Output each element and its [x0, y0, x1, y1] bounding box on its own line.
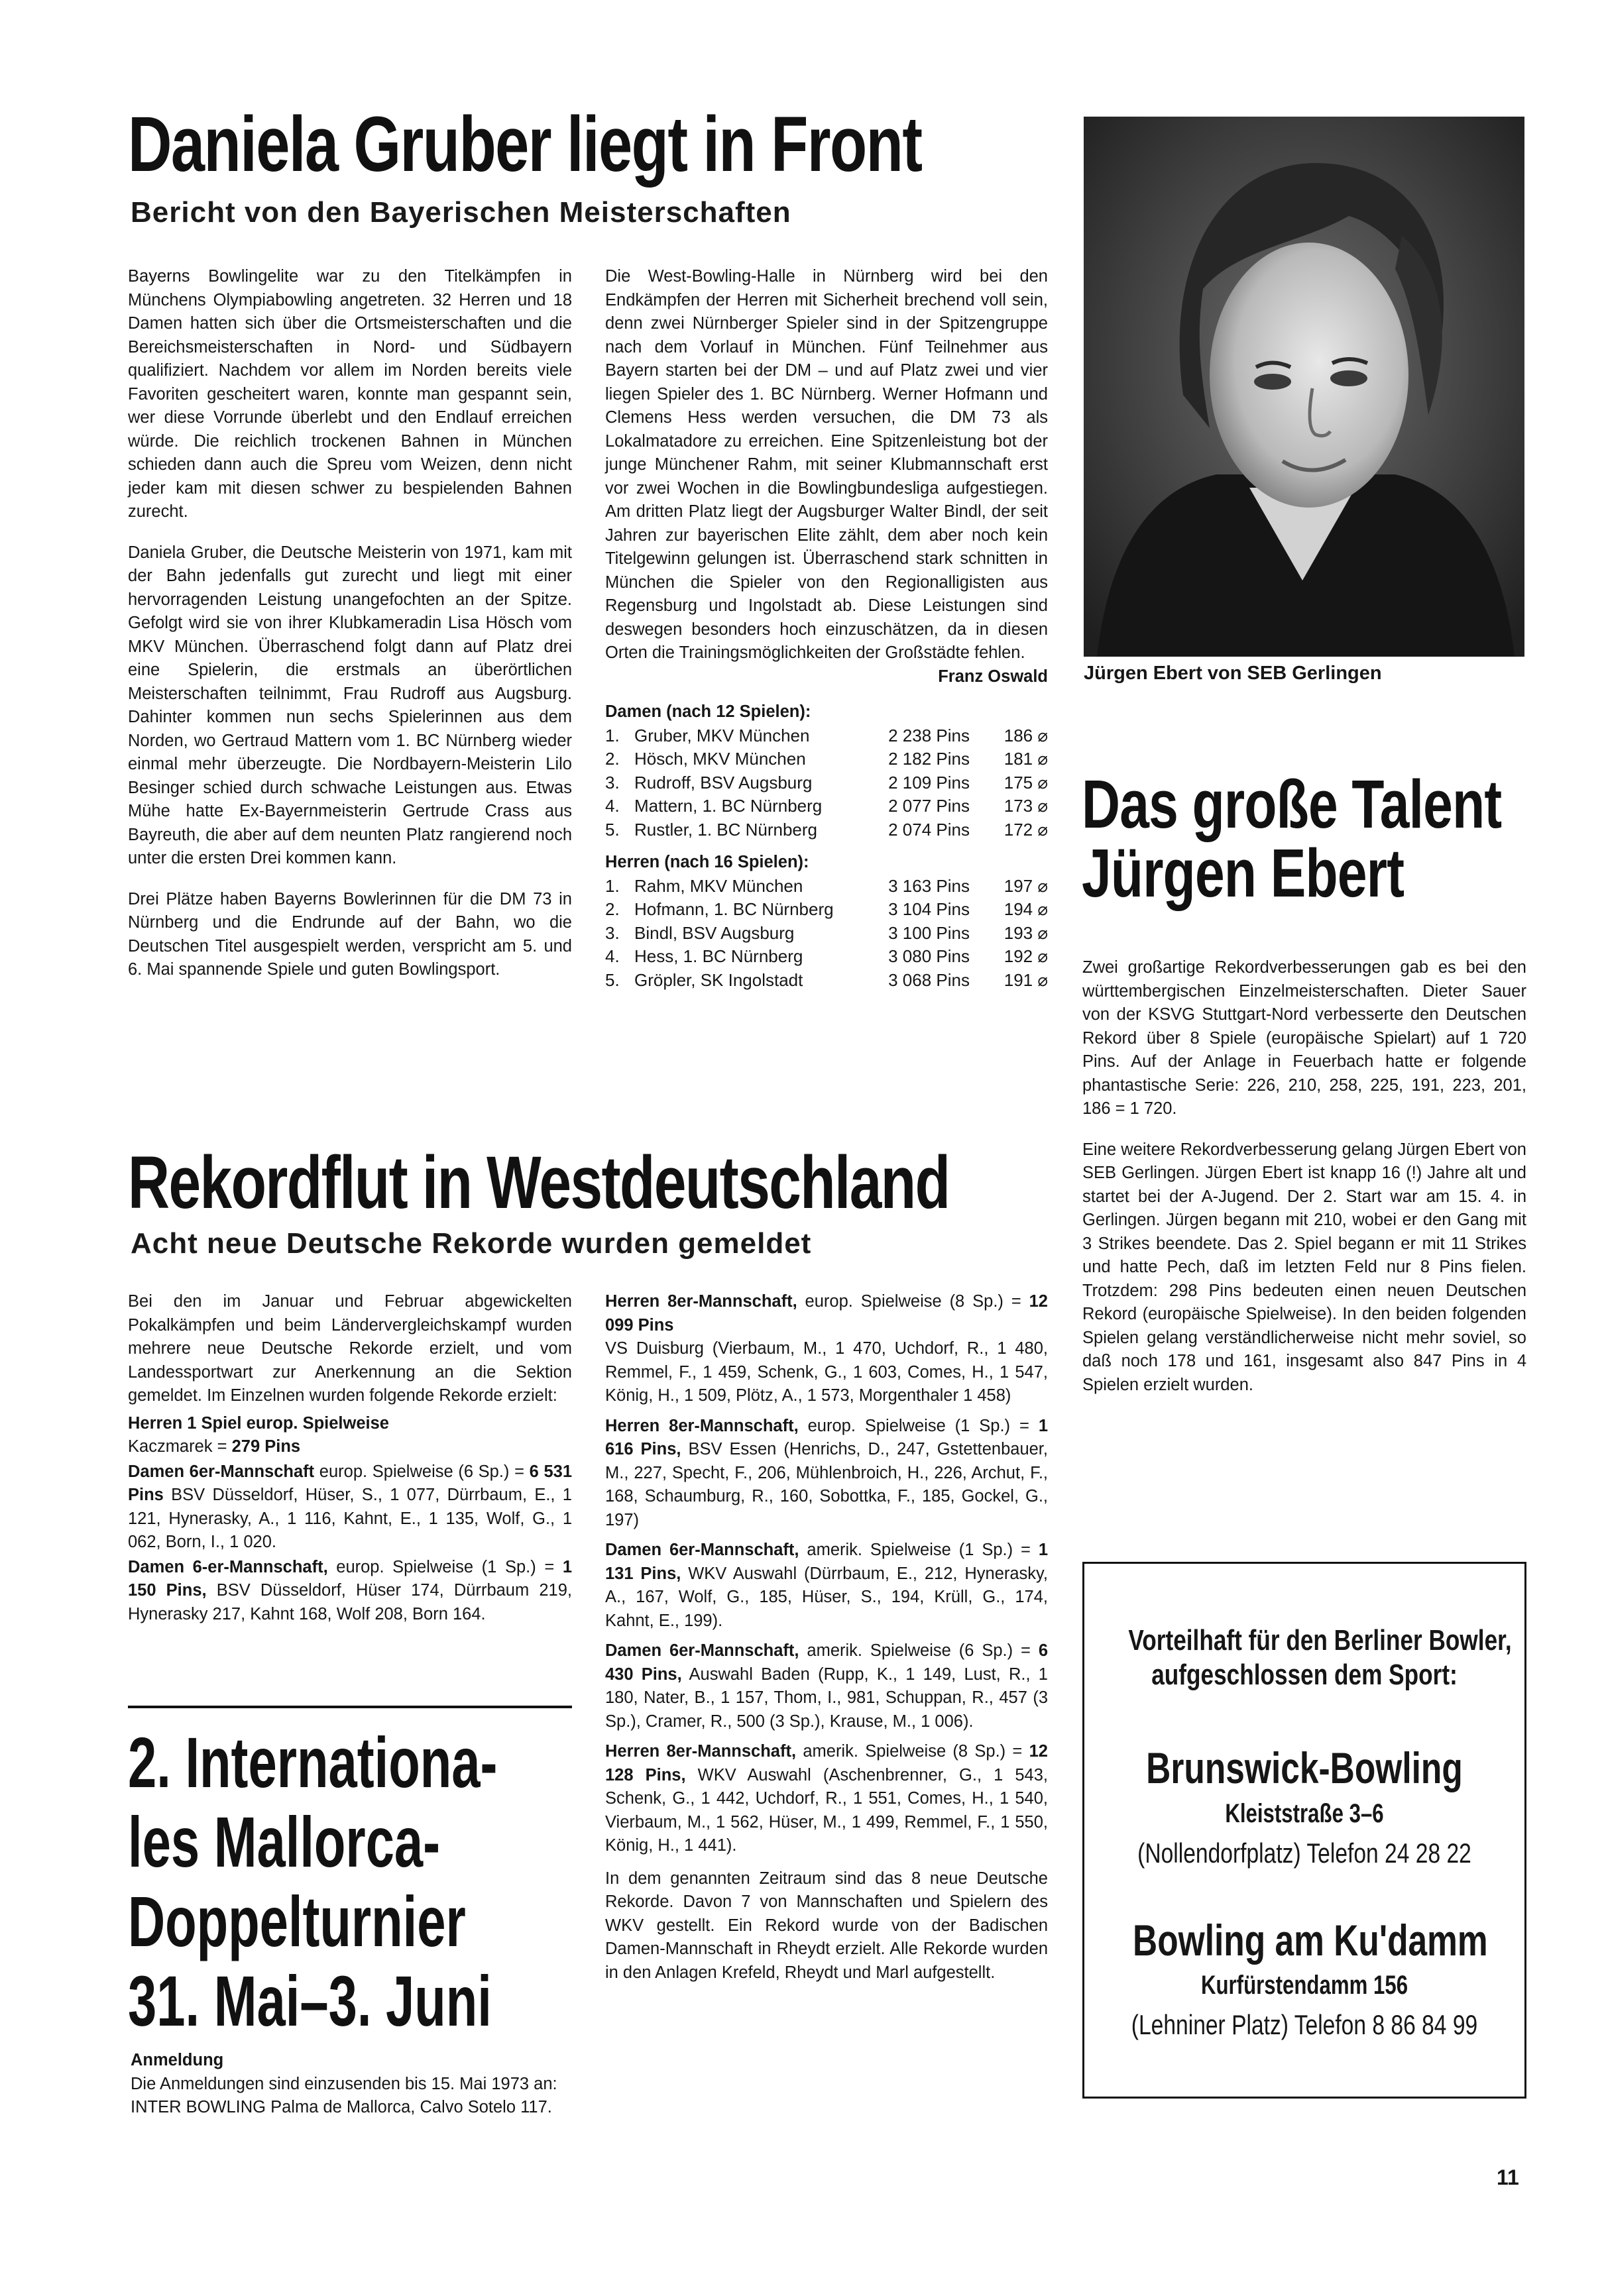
result-pins: 2 074 Pins	[888, 819, 970, 840]
anmeldung-block	[131, 2049, 572, 2120]
record-mode: europ. Spielweise (1 Sp.) =	[327, 1557, 563, 1576]
result-row	[605, 945, 1048, 969]
record-score: 1 131 Pins,	[605, 1541, 1048, 1583]
ad-tagline-line: Vorteilhaft für den Berliner Bowler,	[1128, 1624, 1512, 1657]
record-details: BSV Düsseldorf, Hüser 174, Dürrbaum 219, Hynerasky 217, Kahnt 168, Wolf 208, Born 164.	[128, 1581, 572, 1623]
result-pins: 3 104 Pins	[888, 899, 970, 919]
record-details: VS Duisburg (Vierbaum, M., 1 470, Uchdorf, R., 1 480, Remmel, F., 1 459, Schenk, G., 1 603, Comes, H., 1 547, König, H., 1 509, Plötz, A., 1 573, Morgenthaler 1 458)	[605, 1339, 1048, 1405]
result-row	[605, 747, 1048, 771]
record-category: Damen 6er-Mannschaft,	[605, 1541, 799, 1559]
record-entry	[128, 1412, 572, 1459]
result-name: Rahm, MKV München	[634, 875, 803, 896]
section-divider	[128, 1706, 572, 1708]
record-entry	[605, 1639, 1048, 1733]
result-name: Bindl, BSV Augsburg	[634, 922, 795, 943]
result-rank: 2.	[605, 749, 620, 769]
anmeldung-label: Anmeldung	[131, 2051, 224, 2069]
result-name: Gruber, MKV München	[634, 725, 810, 745]
record-category: Damen 6er-Mannschaft,	[605, 1641, 799, 1660]
result-average: 197 ⌀	[1003, 875, 1048, 896]
result-name: Rudroff, BSV Augsburg	[634, 772, 813, 793]
record-score: 6 531 Pins	[128, 1462, 573, 1504]
ad-venue2-info: (Lehniner Platz) Telefon 8 86 84 99	[1131, 2009, 1478, 2040]
article3-closing: In dem genannten Zeitraum sind das 8 neue Deutsche Rekorde. Davon 7 von Mannschaften und Spielern des WKV gestellt. Ein Rekord wurde von der Badischen Damen-Mannschaft in Rheydt erzielt. Alle Rekorde wurden in den Anlagen Krefeld, Rheydt und Marl aufgestellt.	[605, 1869, 1048, 1982]
result-average: 186 ⌀	[1003, 725, 1048, 745]
record-score: 6 430 Pins,	[605, 1641, 1048, 1684]
record-score: 279 Pins	[231, 1437, 301, 1456]
headline-rekordflut: Rekordflut in Westdeutschland	[128, 1141, 950, 1224]
result-pins: 3 163 Pins	[888, 875, 970, 896]
record-category: Herren 8er-Mannschaft,	[605, 1416, 799, 1435]
subheadline-acht-neue-rekorde: Acht neue Deutsche Rekorde wurden gemeldet	[131, 1227, 812, 1260]
result-pins: 3 100 Pins	[888, 922, 970, 943]
result-rank: 2.	[605, 899, 620, 919]
ad-tagline	[1128, 1623, 1512, 1692]
portrait-photo-juergen-ebert	[1084, 117, 1524, 657]
article1-paragraph: Bayerns Bowlingelite war zu den Titelkämpfen in Münchens Olympiabowling angetreten. 32 Herren und 18 Damen hatten sich über die Ortsmeisterschaften und die Bereichsmeisterschaften in Nord- und Südbayern qualifiziert. Nachdem vor allem im Norden bereits viele Favoriten gescheitert waren, konnte man gespannt sein, wer diese Vorrunde überlebt und den Endlauf erreichen würde. Die reichlich trockenen Bahnen in München schieden dann auch die Spreu vom Weizen, denn nicht jeder kam mit diesen schwer zu bespielenden Bahnen zurecht.	[128, 267, 572, 521]
result-rank: 3.	[605, 922, 620, 943]
record-mode: europ. Spielweise (8 Sp.) =	[797, 1292, 1029, 1311]
herren-results-title: Herren (nach 16 Spielen):	[605, 853, 809, 871]
result-pins: 3 080 Pins	[888, 946, 970, 966]
ad-venue2-street: Kurfürstendamm 156	[1200, 1971, 1408, 2000]
page-number: 11	[1497, 2165, 1519, 2189]
headline-das-grosse-talent	[1082, 766, 1502, 911]
result-name: Hofmann, 1. BC Nürnberg	[634, 899, 834, 919]
result-row	[605, 898, 1048, 922]
result-average: 173 ⌀	[1003, 796, 1048, 816]
result-rank: 5.	[605, 819, 620, 840]
record-entry	[605, 1740, 1048, 1858]
headline-line: 31. Mai–3. Juni	[128, 1961, 492, 2041]
result-row	[605, 818, 1048, 842]
record-score: 1 616 Pins,	[605, 1416, 1048, 1458]
record-mode: amerik. Spielweise (8 Sp.) =	[796, 1742, 1029, 1761]
subheadline-bayerische-meisterschaften: Bericht von den Bayerischen Meisterschaften	[131, 196, 791, 229]
result-average: 192 ⌀	[1003, 946, 1048, 966]
portrait-image	[1084, 117, 1524, 657]
record-category: Damen 6-er-Mannschaft,	[128, 1557, 328, 1576]
result-rank: 5.	[605, 969, 620, 990]
result-rank: 1.	[605, 875, 620, 896]
photo-caption: Jürgen Ebert von SEB Gerlingen	[1084, 663, 1382, 684]
record-mode: europ. Spielweise (1 Sp.) =	[798, 1416, 1039, 1435]
result-rank: 4.	[605, 946, 620, 966]
result-row	[605, 922, 1048, 946]
result-average: 172 ⌀	[1003, 819, 1048, 840]
result-row	[605, 771, 1048, 795]
result-name: Gröpler, SK Ingolstadt	[634, 969, 803, 990]
headline-line: Jürgen Ebert	[1082, 835, 1404, 911]
ad-venue2-name: Bowling am Ku'damm	[1133, 1916, 1488, 1965]
ad-venue1-name: Brunswick-Bowling	[1146, 1743, 1463, 1792]
article1-paragraph: Drei Plätze haben Bayerns Bowlerinnen für die DM 73 in Nürnberg und die Endrunde auf der Bahn, wo die Deutschen Titel ausgespielt werden, verspricht am 5. und 6. Mai spannende Spiele und guten Bowlingsport.	[128, 889, 572, 979]
record-entry	[605, 1415, 1048, 1533]
record-details: WKV Auswahl (Aschenbrenner, G., 1 543, Schenk, G., 1 442, Uchdorf, R., 1 551, Comes, H., 1 540, Vierbaum, M., 1 562, Hüser, M., 1 499, Remmel, F., 1 550, König, H., 1 441).	[605, 1765, 1048, 1855]
article1-column1	[128, 265, 572, 999]
record-mode: europ. Spielweise (6 Sp.) =	[314, 1462, 530, 1481]
record-details: WKV Auswahl (Dürrbaum, E., 212, Hynerasky, A., 167, Wolf, G., 185, Hüser, S., 194, Krüll, G., 174, Kahnt, E., 199).	[605, 1564, 1049, 1630]
result-rank: 4.	[605, 796, 620, 816]
article3-column1	[128, 1290, 572, 1627]
damen-results-title: Damen (nach 12 Spielen):	[605, 702, 811, 721]
result-average: 181 ⌀	[1003, 749, 1048, 769]
result-row	[605, 724, 1048, 748]
herren-results-table	[605, 875, 1048, 993]
result-row	[605, 875, 1048, 899]
result-name: Mattern, 1. BC Nürnberg	[634, 796, 823, 816]
record-score: 12 099 Pins	[605, 1292, 1048, 1335]
result-pins: 2 109 Pins	[888, 772, 970, 793]
record-score: 1 150 Pins,	[128, 1557, 572, 1600]
article3-intro: Bei den im Januar und Februar abgewickelten Pokalkämpfen und beim Ländervergleichskampf wurden mehrere neue Deutsche Rekorde erzielt, und vom Landessportwart zur Anerkennung an die Sektion gemeldet. Im Einzelnen wurden folgende Rekorde erzielt:	[128, 1292, 572, 1405]
author-signature: Franz Oswald	[938, 667, 1048, 686]
records-list-col2	[605, 1290, 1048, 1858]
ad-tagline-line: aufgeschlossen dem Sport:	[1151, 1659, 1458, 1691]
record-player: Kaczmarek =	[128, 1437, 232, 1456]
result-average: 194 ⌀	[1003, 899, 1048, 919]
result-average: 191 ⌀	[1003, 969, 1048, 990]
anmeldung-text: Die Anmeldungen sind einzusenden bis 15. Mai 1973 an: INTER BOWLING Palma de Mallorca, Calvo Sotelo 117.	[131, 2074, 557, 2116]
headline-line: Das große Talent	[1082, 766, 1502, 842]
headline-daniela-gruber: Daniela Gruber liegt in Front	[128, 101, 922, 188]
record-entry	[605, 1539, 1048, 1633]
result-name: Hess, 1. BC Nürnberg	[634, 946, 803, 966]
article1-paragraph: Daniela Gruber, die Deutsche Meisterin von 1971, kam mit der Bahn jedenfalls gut zurecht und liegt mit einer hervorragenden Leistung unangefochten an der Spitze. Gefolgt wird sie von ihrer Klubkameradin Lisa Hösch vom MKV München. Überraschend folgt dann auf Platz drei eine Spielerin, die erstmals an überörtlichen Meisterschaften teilnimmt, Frau Rudroff aus Augsburg. Dahinter kommen nun sechs Spielerinnen aus dem Norden, wo Gertraud Mattern vom 1. BC Nürnberg wieder einmal mehr überzeugte. Die Nordbayern-Meisterin Lilo Besinger schied durch schwache Leistungen aus. Etwas Mühe hatte Ex-Bayernmeisterin Gertrude Crass aus Bayreuth, die aber auf dem neunten Platz rangierend noch unter die ersten Drei kommen kann.	[128, 543, 572, 867]
result-pins: 2 238 Pins	[888, 725, 970, 745]
advertisement-berlin-bowling	[1082, 1562, 1526, 2099]
article2-paragraph: Eine weitere Rekordverbesserung gelang Jürgen Ebert von SEB Gerlingen. Jürgen Ebert ist knapp 16 (!) Jahre alt und startet bei der A-Jugend. Der 2. Start war am 15. 4. in Gerlingen. Jürgen begann mit 210, wobei er den Gang mit 3 Strikes beendete. Das 2. Spiel begann er mit 11 Strikes und hatte Pech, daß im letzten Feld nur 8 Pins fielen. Trotzdem: 298 Pins bedeuten einen neuen Deutschen Rekord (europäische Spielweise). In den beiden folgenden Spielen gelang verständlicherweise nicht mehr soviel, so daß noch 178 und 161, insgesamt also 847 Pins in 4 Spielen erzielt wurden.	[1082, 1140, 1526, 1394]
article2-body	[1082, 956, 1526, 1414]
record-details: BSV Düsseldorf, Hüser, S., 1 077, Dürrbaum, E., 1 121, Hynerasky, A., 1 116, Kahnt, E., 1 135, Wolf, G., 1 062, Born, I., 1 020.	[128, 1486, 572, 1551]
record-details: BSV Essen (Henrichs, D., 247, Gstettenbauer, M., 227, Specht, F., 206, Mühlenbroich, H., 226, Archut, F., 168, Schaumburg, R., 160, Sobottka, F., 185, Gockel, G., 197)	[605, 1440, 1048, 1529]
result-pins: 2 077 Pins	[888, 796, 970, 816]
article1-paragraph: Die West-Bowling-Halle in Nürnberg wird bei den Endkämpfen der Herren mit Sicherheit brechend voll sein, denn zwei Nürnberger Spieler sind in der Spitzengruppe nach dem Vorlauf in München. Fünf Teilnehmer aus Bayern starten bei der DM – und auf Platz zwei und vier liegen Spieler des 1. BC Nürnberg. Werner Hofmann und Clemens Hess werden versuchen, die DM 73 als Lokalmatadore zu erreichen. Eine Spitzenleistung bot der junge Münchener Rahm, mit seiner Klubmannschaft erst vor zwei Wochen in die Bowlingbundesliga aufgestiegen. Am dritten Platz liegt der Augsburger Walter Bindl, der seit Jahren zur bayerischen Elite zählt, dem aber noch kein Titelgewinn gelungen ist. Überraschend stark schnitten in München die Spieler von den Regionalligisten aus Regensburg und Ingolstadt ab. Diese Leistungen sind deswegen besonders hoch einzuschätzen, da in diesen Orten die Trainingsmöglichkeiten der Großstädte fehlen.	[605, 267, 1048, 662]
result-rank: 1.	[605, 725, 620, 745]
article1-column2	[605, 265, 1048, 992]
article2-paragraph: Zwei großartige Rekordverbesserungen gab es bei den württembergischen Einzelmeisterschaften. Dieter Sauer von der KSVG Stuttgart-Nord verbesserte den Deutschen Rekord über 8 Spiele (europäische Spielart) auf 1 720 Pins. Auf der Anlage in Feuerbach hatte er folgende phantastische Serie: 226, 210, 258, 225, 191, 223, 201, 186 = 1 720.	[1082, 958, 1526, 1118]
result-rank: 3.	[605, 772, 620, 793]
record-entry	[605, 1290, 1048, 1408]
ad-venue1-info: (Nollendorfplatz) Telefon 24 28 22	[1137, 1837, 1471, 1869]
headline-line: 2. Internationa-	[128, 1722, 498, 1802]
record-category: Damen 6er-Mannschaft	[128, 1462, 315, 1481]
headline-line: Doppelturnier	[128, 1881, 466, 1961]
record-entry	[128, 1556, 572, 1627]
result-average: 175 ⌀	[1003, 772, 1048, 793]
record-category: Herren 8er-Mannschaft,	[605, 1742, 797, 1761]
records-list-col1	[128, 1412, 572, 1627]
result-average: 193 ⌀	[1003, 922, 1048, 943]
result-row	[605, 969, 1048, 993]
damen-results-table	[605, 724, 1048, 842]
article3-column2	[605, 1290, 1048, 1989]
record-details: Auswahl Baden (Rupp, K., 1 149, Lust, R., 1 180, Nater, B., 1 157, Thom, I., 981, Schuppan, R., 457 (3 Sp.), Cramer, R., 500 (3 Sp.), Krause, M., 1 006).	[605, 1665, 1048, 1731]
result-name: Rustler, 1. BC Nürnberg	[634, 819, 818, 840]
result-pins: 3 068 Pins	[888, 969, 970, 990]
record-mode: amerik. Spielweise (6 Sp.) =	[799, 1641, 1039, 1660]
record-score: 12 128 Pins,	[605, 1742, 1048, 1784]
record-category: Herren 8er-Mannschaft,	[605, 1292, 797, 1311]
result-name: Hösch, MKV München	[634, 749, 806, 769]
headline-line: les Mallorca-	[128, 1802, 441, 1882]
result-pins: 2 182 Pins	[888, 749, 970, 769]
record-category: Herren 1 Spiel europ. Spielweise	[128, 1413, 389, 1433]
result-row	[605, 794, 1048, 818]
record-mode: amerik. Spielweise (1 Sp.) =	[799, 1541, 1039, 1559]
headline-mallorca-doppelturnier	[128, 1723, 497, 2041]
ad-venue1-street: Kleiststraße 3–6	[1225, 1799, 1384, 1828]
record-entry	[128, 1460, 572, 1555]
